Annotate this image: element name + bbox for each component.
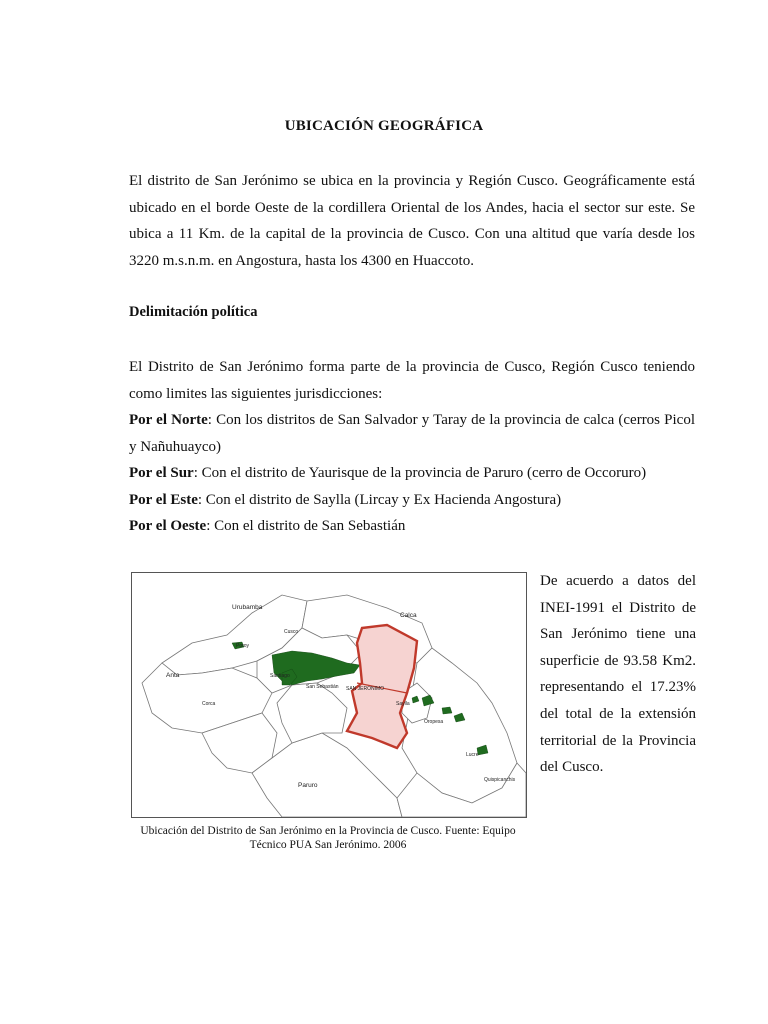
- boundary-south-district: [277, 683, 347, 743]
- district-map: [132, 573, 526, 817]
- label-calca: Calca: [400, 612, 417, 619]
- label-urubamba: Urubamba: [232, 604, 263, 611]
- limits-paragraph: [129, 354, 695, 540]
- intro-paragraph: El distrito de San Jerónimo se ubica en la provincia y Región Cusco. Geográficamente está ubicado en el borde Oeste de la cordillera Oriental de los Andes, hacia el sector sur este. Se ubica a 11 Km. de la capital de la provincia de Cusco. Con una altitud que varía desde los 3220 m.s.n.m. en Angostura, hasta los 4300 en Huaccoto.: [129, 173, 695, 269]
- limit-north: [129, 407, 695, 460]
- label-lucre: Lucre: [466, 752, 479, 758]
- limit-east-label: Por el Este: [129, 491, 198, 508]
- limit-west: [129, 513, 695, 540]
- limit-south-text: : Con el distrito de Yaurisque de la provincia de Paruro (cerro de Occoruro): [193, 465, 647, 481]
- page-title: UBICACIÓN GEOGRÁFICA: [284, 118, 484, 134]
- urban-east-patch-1: [442, 707, 452, 714]
- section-heading: Delimitación política: [129, 304, 258, 320]
- limit-south: [129, 460, 695, 487]
- label-san-sebastian: San Sebastián: [306, 684, 339, 690]
- limit-west-text: : Con el distrito de San Sebastián: [206, 518, 406, 534]
- label-cusco: Cusco: [284, 629, 299, 635]
- area-statistics-text: De acuerdo a datos del INEI-1991 el Distrito de San Jerónimo tiene una superficie de 93.58 Km2. representando el 17.23% del total de la extensión territorial de la Provincia del Cusco.: [540, 573, 696, 776]
- label-saylla: Saylla: [396, 701, 410, 707]
- limit-east: [129, 487, 695, 514]
- label-corca: Corca: [202, 701, 216, 707]
- label-quispicanchis: Quispicanchis: [484, 777, 516, 783]
- limit-north-text: : Con los distritos de San Salvador y Taray de la provincia de calca (cerros Picol y Nañuhuayco): [129, 412, 695, 455]
- province-boundaries: [142, 595, 526, 817]
- label-san-jeronimo: SAN JERONIMO: [346, 686, 385, 692]
- limit-north-label: Por el Norte: [129, 412, 208, 428]
- label-anta: Anta: [166, 672, 180, 679]
- label-oropesa: Oropesa: [424, 719, 444, 725]
- limits-lead: El Distrito de San Jerónimo forma parte de la provincia de Cusco, Región Cusco teniendo como limites las siguientes jurisdicciones:: [129, 359, 695, 402]
- limit-south-label: Por el Sur: [129, 465, 194, 481]
- limit-west-label: Por el Oeste: [129, 518, 207, 534]
- label-poroy: Poroy: [236, 643, 250, 649]
- label-santiago: Santiago: [270, 673, 290, 679]
- figure-caption: Ubicación del Distrito de San Jerónimo en la Provincia de Cusco. Fuente: Equipo Técnico PUA San Jerónimo. 2006: [140, 825, 516, 851]
- district-map-figure: [131, 572, 527, 818]
- label-paruro: Paruro: [298, 782, 318, 789]
- limit-east-text: : Con el distrito de Saylla (Lircay y Ex Hacienda Angostura): [197, 491, 562, 508]
